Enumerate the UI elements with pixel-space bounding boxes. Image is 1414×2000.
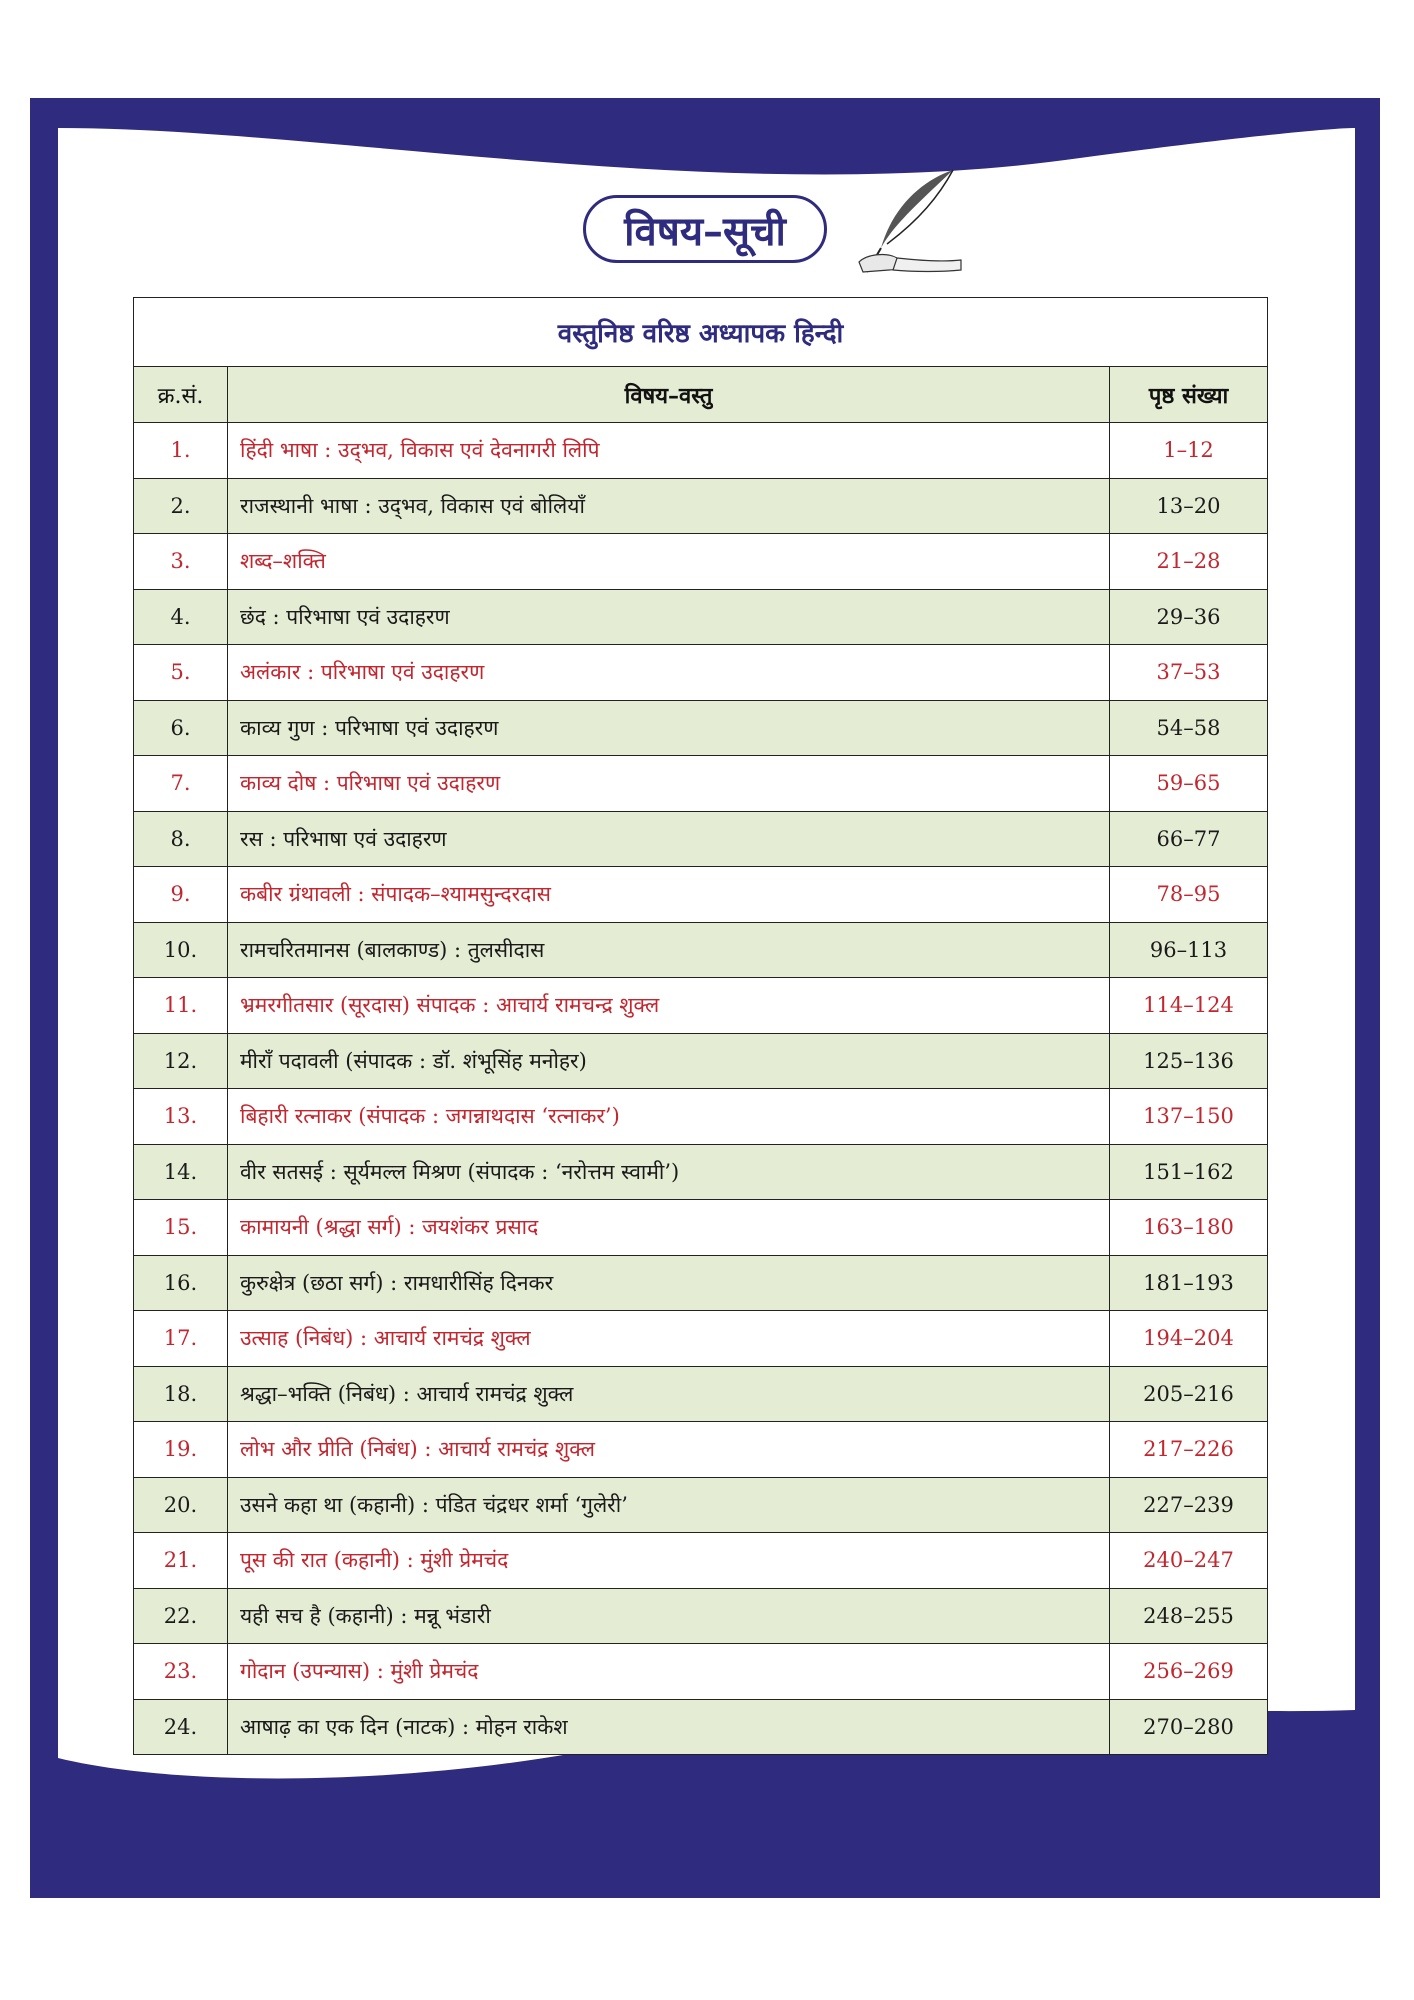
- row-pages: 125–136: [1110, 1033, 1268, 1089]
- row-pages: 78–95: [1110, 867, 1268, 923]
- row-pages: 21–28: [1110, 534, 1268, 590]
- row-pages: 151–162: [1110, 1144, 1268, 1200]
- row-subject: रस : परिभाषा एवं उदाहरण: [228, 811, 1110, 867]
- row-serial: 4.: [134, 589, 228, 645]
- row-serial: 19.: [134, 1422, 228, 1478]
- row-subject: हिंदी भाषा : उद्‌भव, विकास एवं देवनागरी लिपि: [228, 423, 1110, 479]
- row-pages: 54–58: [1110, 700, 1268, 756]
- row-subject: भ्रमरगीतसार (सूरदास) संपादक : आचार्य रामचन्द्र शुक्ल: [228, 978, 1110, 1034]
- row-serial: 13.: [134, 1089, 228, 1145]
- table-row: [134, 1255, 1268, 1311]
- row-pages: 37–53: [1110, 645, 1268, 701]
- row-pages: 13–20: [1110, 478, 1268, 534]
- row-subject: कुरुक्षेत्र (छठा सर्ग) : रामधारीसिंह दिनकर: [228, 1255, 1110, 1311]
- row-serial: 9.: [134, 867, 228, 923]
- table-row: [134, 1200, 1268, 1256]
- table-row: [134, 922, 1268, 978]
- row-serial: 1.: [134, 423, 228, 479]
- table-row: [134, 867, 1268, 923]
- row-serial: 15.: [134, 1200, 228, 1256]
- table-row: [134, 1366, 1268, 1422]
- row-subject: कामायनी (श्रद्धा सर्ग) : जयशंकर प्रसाद: [228, 1200, 1110, 1256]
- table-row: [134, 1477, 1268, 1533]
- row-subject: लोभ और प्रीति (निबंध) : आचार्य रामचंद्र शुक्ल: [228, 1422, 1110, 1478]
- row-subject: श्रद्धा–भक्ति (निबंध) : आचार्य रामचंद्र शुक्ल: [228, 1366, 1110, 1422]
- row-serial: 21.: [134, 1533, 228, 1589]
- row-subject: आषाढ़ का एक दिन (नाटक) : मोहन राकेश: [228, 1699, 1110, 1755]
- row-subject: मीराँ पदावली (संपादक : डॉ. शंभूसिंह मनोहर): [228, 1033, 1110, 1089]
- row-subject: गोदान (उपन्यास) : मुंशी प्रेमचंद: [228, 1644, 1110, 1700]
- table-row: [134, 756, 1268, 812]
- table-row: [134, 1644, 1268, 1700]
- table-heading: वस्तुनिष्ठ वरिष्ठ अध्यापक हिन्दी: [134, 298, 1268, 367]
- table-row: [134, 534, 1268, 590]
- row-serial: 11.: [134, 978, 228, 1034]
- table-row: [134, 700, 1268, 756]
- row-serial: 22.: [134, 1588, 228, 1644]
- row-subject: रामचरितमानस (बालकाण्ड) : तुलसीदास: [228, 922, 1110, 978]
- row-serial: 12.: [134, 1033, 228, 1089]
- row-serial: 14.: [134, 1144, 228, 1200]
- quill-pen-icon: [853, 166, 963, 282]
- row-pages: 181–193: [1110, 1255, 1268, 1311]
- row-pages: 1–12: [1110, 423, 1268, 479]
- table-row: [134, 1144, 1268, 1200]
- table-row: [134, 1422, 1268, 1478]
- row-pages: 227–239: [1110, 1477, 1268, 1533]
- row-pages: 240–247: [1110, 1533, 1268, 1589]
- row-subject: कबीर ग्रंथावली : संपादक–श्यामसुन्दरदास: [228, 867, 1110, 923]
- table-row: [134, 478, 1268, 534]
- row-subject: बिहारी रत्नाकर (संपादक : जगन्नाथदास ‘रत्नाकर’): [228, 1089, 1110, 1145]
- row-subject: उत्साह (निबंध) : आचार्य रामचंद्र शुक्ल: [228, 1311, 1110, 1367]
- row-pages: 96–113: [1110, 922, 1268, 978]
- contents-rows: [134, 423, 1268, 1755]
- row-pages: 270–280: [1110, 1699, 1268, 1755]
- table-row: [134, 1089, 1268, 1145]
- table-row: [134, 1033, 1268, 1089]
- row-serial: 10.: [134, 922, 228, 978]
- row-pages: 29–36: [1110, 589, 1268, 645]
- row-subject: छंद : परिभाषा एवं उदाहरण: [228, 589, 1110, 645]
- table-row: [134, 423, 1268, 479]
- row-subject: पूस की रात (कहानी) : मुंशी प्रेमचंद: [228, 1533, 1110, 1589]
- row-pages: 114–124: [1110, 978, 1268, 1034]
- contents-table: [133, 297, 1268, 1755]
- table-row: [134, 1311, 1268, 1367]
- row-pages: 163–180: [1110, 1200, 1268, 1256]
- page-title: विषय–सूची: [583, 195, 827, 263]
- row-pages: 59–65: [1110, 756, 1268, 812]
- row-serial: 6.: [134, 700, 228, 756]
- column-header-pages: पृष्ठ संख्या: [1110, 367, 1268, 423]
- row-serial: 18.: [134, 1366, 228, 1422]
- row-subject: उसने कहा था (कहानी) : पंडित चंद्रधर शर्मा ‘गुलेरी’: [228, 1477, 1110, 1533]
- row-serial: 20.: [134, 1477, 228, 1533]
- row-serial: 2.: [134, 478, 228, 534]
- row-serial: 3.: [134, 534, 228, 590]
- row-subject: शब्द–शक्ति: [228, 534, 1110, 590]
- table-row: [134, 1699, 1268, 1755]
- row-pages: 248–255: [1110, 1588, 1268, 1644]
- row-subject: काव्य दोष : परिभाषा एवं उदाहरण: [228, 756, 1110, 812]
- row-serial: 16.: [134, 1255, 228, 1311]
- table-row: [134, 1588, 1268, 1644]
- row-pages: 137–150: [1110, 1089, 1268, 1145]
- column-header-subject: विषय–वस्तु: [228, 367, 1110, 423]
- row-subject: अलंकार : परिभाषा एवं उदाहरण: [228, 645, 1110, 701]
- row-pages: 66–77: [1110, 811, 1268, 867]
- row-serial: 24.: [134, 1699, 228, 1755]
- row-serial: 7.: [134, 756, 228, 812]
- row-subject: यही सच है (कहानी) : मन्नू भंडारी: [228, 1588, 1110, 1644]
- row-subject: राजस्थानी भाषा : उद्‌भव, विकास एवं बोलियाँ: [228, 478, 1110, 534]
- row-serial: 8.: [134, 811, 228, 867]
- column-header-serial: क्र.सं.: [134, 367, 228, 423]
- table-row: [134, 589, 1268, 645]
- table-row: [134, 1533, 1268, 1589]
- row-pages: 194–204: [1110, 1311, 1268, 1367]
- row-pages: 217–226: [1110, 1422, 1268, 1478]
- row-serial: 23.: [134, 1644, 228, 1700]
- table-row: [134, 645, 1268, 701]
- row-subject: वीर सतसई : सूर्यमल्ल मिश्रण (संपादक : ‘नरोत्तम स्वामी’): [228, 1144, 1110, 1200]
- row-subject: काव्य गुण : परिभाषा एवं उदाहरण: [228, 700, 1110, 756]
- row-serial: 5.: [134, 645, 228, 701]
- table-row: [134, 978, 1268, 1034]
- table-row: [134, 811, 1268, 867]
- row-serial: 17.: [134, 1311, 228, 1367]
- row-pages: 205–216: [1110, 1366, 1268, 1422]
- row-pages: 256–269: [1110, 1644, 1268, 1700]
